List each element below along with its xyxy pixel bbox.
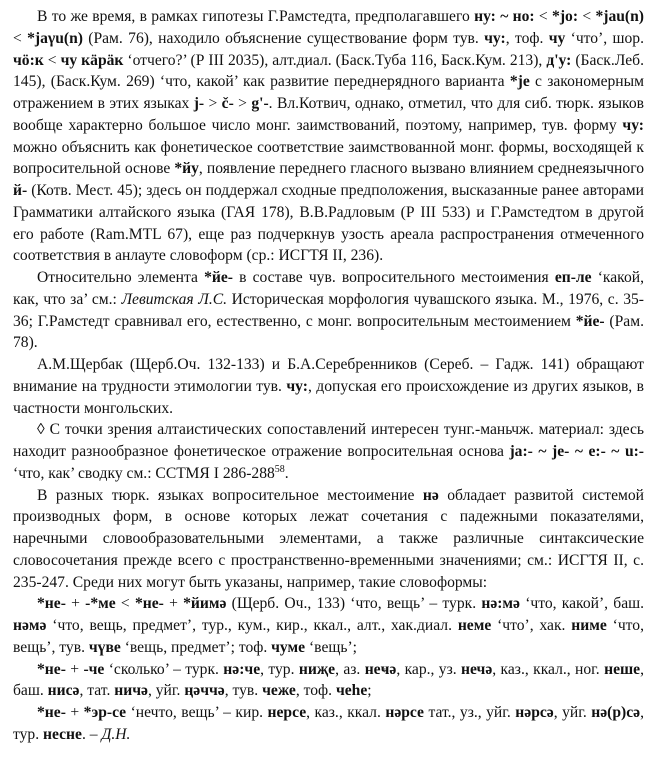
text-run: , тур.: [260, 660, 299, 678]
footnote-ref: 58: [274, 463, 285, 475]
text-run: +: [65, 704, 84, 721]
bold-term: ниҗе: [298, 660, 336, 678]
text-run: можно объяснить как фонетическое соответствие заимствованной монг. формы, восходящей к вопросительной основе: [13, 138, 644, 178]
bold-term: чеһе: [335, 682, 368, 700]
bold-term: нә: [422, 486, 439, 504]
text-run: , появление переднего гласного вызвано влиянием среднеязычного: [198, 160, 644, 178]
paragraph-text: [13, 354, 644, 419]
text-run: (Рам. 76), находило объяснение существование форм тув.: [82, 29, 485, 47]
bold-term: чуме: [271, 638, 306, 656]
paragraph-4: [13, 419, 644, 484]
paragraph-3: [13, 354, 644, 419]
text-run: ‘вещь, предмет’; тоф.: [120, 638, 272, 656]
text-run: ◊ С точки зрения алтаистических сопоставлений интересен тунг.-маньчж. материал: здесь находит разнообразное фонетическое отражение вопросительная основа: [13, 421, 644, 460]
bold-term: й-: [13, 182, 28, 199]
text-run: . –: [81, 725, 102, 743]
bold-term: неҹә: [364, 660, 397, 678]
bold-term: чеже: [262, 682, 296, 700]
text-run: ‘что’, хак.: [491, 617, 572, 634]
paragraph-2: [13, 267, 644, 354]
bold-term: *эр-се: [83, 704, 127, 721]
text-run: , тат.: [79, 682, 115, 700]
text-run: ‘что, какой’, баш.: [519, 595, 645, 613]
bold-term: *йе-: [575, 312, 605, 330]
text-run: , тув.: [224, 682, 263, 700]
italic-text: Д.Н.: [101, 725, 131, 743]
text-run: с закономерным отражением в этих языках: [13, 73, 644, 112]
text-run: , уйг.: [147, 682, 185, 700]
bold-term: нә:че: [223, 660, 261, 678]
bold-term: *jaγu(n): [27, 29, 83, 47]
bold-term: чүве: [88, 638, 121, 656]
bold-term: *не-: [37, 704, 66, 721]
bold-term: нә:мә: [481, 595, 520, 613]
paragraph-7: [13, 659, 644, 703]
bold-term: g'-: [251, 95, 269, 112]
text-run: , тур.: [13, 704, 644, 743]
text-run: ‘отчего?’ (Р III 2035), алт.диал. (Баск.Туба 116, Баск.Кум. 213),: [123, 51, 547, 69]
bold-term: чу:: [484, 29, 506, 47]
paragraph-5: [13, 485, 644, 594]
italic-text: Левитская Л.С.: [121, 290, 228, 308]
text-run: , каз., ккал., ног.: [492, 660, 605, 678]
bold-term: неше: [604, 660, 641, 678]
text-run: , тоф.: [505, 29, 549, 47]
text-run: (Щерб. Оч., 133) ‘что, вещь’ – турк.: [226, 595, 482, 613]
text-run: (Котв. Мест. 45); здесь он поддержал сходные предположения, высказанные ранее авторами Грамматики алтайского языка (ГАЯ 178), В.В.Радловым (Р III 533) и Г.Рамстедтом в другой его работе (Ram.MTL 67), еще раз подчеркнув узость ареала распространения отмеченного соответствия в анлауте словоформ (ср.: ИСГТЯ II, 236).: [13, 182, 644, 265]
bold-term: чу: [548, 29, 566, 47]
text-run: А.М.Щербак (Щерб.Оч. 132-133) и Б.А.Серебренников (Сереб. – Гадж. 141) обращают внимание на трудности этимологии тув.: [13, 356, 644, 395]
bold-term: *йе-: [204, 269, 233, 286]
text-run: В то же время, в рамках гипотезы Г.Рамстедта, предполагавшего: [37, 8, 475, 25]
text-run: <: [578, 8, 596, 25]
text-run: , каз., ккал.: [306, 704, 386, 721]
bold-term: *не-: [37, 595, 66, 613]
text-run: , аз.: [335, 660, 365, 678]
bold-term: *йимә: [183, 595, 227, 613]
bold-term: чу кäрäк: [60, 51, 124, 69]
bold-term: *jo:: [552, 8, 579, 25]
text-run: обладает развитой системой производных форм, в основе которых лежат сочетания с падежными показателями, наречными словообразовательными элементами, а также различные синтаксические словосочетания прежде всего с пространственно-временными значениями; см.: ИСГТЯ II, с. 235-247. Среди них могут быть указаны, например, такие словоформы:: [13, 486, 645, 591]
paragraph-6: [13, 593, 644, 658]
text-run: +: [65, 595, 86, 613]
text-run: тат., уз., уйг.: [423, 704, 516, 721]
bold-term: нәрсе: [385, 704, 424, 721]
paragraph-text: [13, 6, 644, 267]
bold-term: нечә: [461, 660, 493, 678]
text-run: ‘что, как’ сводку см.: ССТМЯ I 286-288: [13, 464, 275, 482]
text-run: +: [65, 660, 84, 678]
text-run: ‘что’, шор.: [565, 29, 644, 47]
bold-term: нәрсә: [515, 704, 554, 721]
bold-term: ниме: [571, 617, 607, 634]
bold-term: нәмә: [13, 617, 47, 634]
paragraph-text: [13, 702, 644, 746]
bold-term: ничә: [114, 682, 148, 700]
text-run: . Вл.Котвич, однако, отметил, что для сиб. тюрк. языков вообще характерно большое число монг. заимствований, поэтому, например, тув. форму: [13, 95, 644, 134]
paragraph-text: [13, 419, 644, 484]
text-run: >: [204, 95, 222, 112]
text-run: Относительно элемента: [37, 269, 205, 286]
text-run: ‘что, вещь, предмет’, тур., кум., кир., ккал., алт., хак.диал.: [46, 617, 458, 634]
bold-term: *je: [509, 73, 530, 91]
text-run: , кар., уз.: [396, 660, 462, 678]
text-run: , уйг.: [553, 704, 592, 721]
bold-term: неме: [457, 617, 492, 634]
bold-term: чу:: [286, 377, 308, 395]
bold-term: -*ме: [85, 595, 116, 613]
paragraph-8: [13, 702, 644, 746]
text-run: .: [284, 464, 289, 482]
bold-term: чу:: [622, 116, 644, 134]
text-run: , баш.: [13, 660, 644, 700]
text-run: Историческая морфология чувашского языка. М., 1976, с. 35-36; Г.Рамстедт сравнивал его, естественно, с монг. вопросительным местоимением: [13, 290, 644, 330]
bold-term: ңәччә: [184, 682, 225, 700]
bold-term: j-: [193, 95, 205, 112]
text-run: >: [233, 95, 252, 112]
bold-term: -че: [83, 660, 105, 678]
bold-term: *jau(n): [595, 8, 644, 25]
paragraph-text: [13, 659, 644, 703]
paragraph-1: [13, 6, 644, 267]
text-run: ‘сколько’ – турк.: [104, 660, 224, 678]
bold-term: *йу: [174, 160, 199, 178]
text-run: +: [163, 595, 184, 613]
text-run: (Баск.Леб. 145), (Баск.Кум. 269) ‘что, какой’ как развитие переднерядного варианта: [13, 51, 645, 91]
text-run: <: [534, 8, 553, 25]
text-run: ‘какой, как, что за’ см.:: [13, 269, 644, 308]
text-run: ‘что, вещь’, тув.: [13, 617, 644, 656]
text-run: (Рам. 78).: [13, 312, 644, 352]
text-run: ‘вещь’;: [305, 638, 358, 656]
text-run: ;: [367, 682, 372, 700]
bold-term: нә(р)сә: [591, 704, 641, 721]
text-run: , тоф.: [295, 682, 336, 700]
bold-term: č-: [221, 95, 234, 112]
text-run: ‘нечто, вещь’ – кир.: [126, 704, 268, 721]
bold-term: д'у:: [546, 51, 572, 69]
paragraph-text: [13, 485, 644, 594]
bold-term: ja:- ~ je- ~ e:- ~ u:-: [509, 443, 644, 460]
bold-term: ну: ~ но:: [474, 8, 535, 25]
text-run: в составе чув. вопросительного местоимения: [232, 269, 555, 286]
text-run: <: [13, 29, 28, 47]
bold-term: несне: [43, 725, 82, 743]
bold-term: еп-ле: [554, 269, 592, 286]
text-run: , допуская его происхождение из других языков, в частности монгольских.: [13, 377, 644, 417]
bold-term: нерсе: [267, 704, 307, 721]
bold-term: *не-: [37, 660, 66, 678]
text-run: <: [115, 595, 135, 613]
bold-term: чö:к: [13, 51, 44, 69]
paragraph-text: [13, 593, 644, 658]
text-run: <: [43, 51, 61, 69]
text-run: В разных тюрк. языках вопросительное местоимение: [37, 486, 423, 504]
bold-term: *не-: [134, 595, 164, 613]
bold-term: нисә: [47, 682, 80, 700]
paragraph-text: [13, 267, 644, 354]
